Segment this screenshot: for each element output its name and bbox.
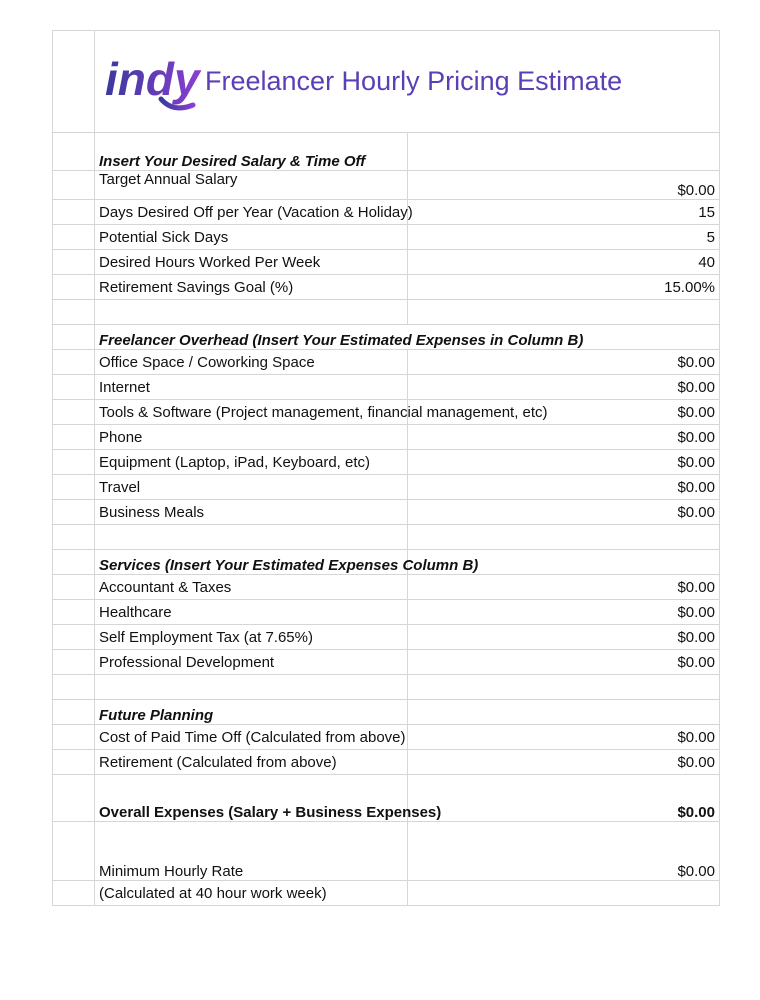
section-heading-future[interactable]: Future Planning: [95, 700, 408, 725]
row-label[interactable]: Tools & Software (Project management, financial management, etc): [95, 400, 408, 425]
row-value[interactable]: $0.00: [407, 725, 720, 750]
row-label[interactable]: Professional Development: [95, 650, 408, 675]
row-label[interactable]: Equipment (Laptop, iPad, Keyboard, etc): [95, 450, 408, 475]
spreadsheet: [52, 30, 720, 906]
section-heading-services[interactable]: Services (Insert Your Estimated Expenses Column B): [95, 550, 408, 575]
row-label[interactable]: Phone: [95, 425, 408, 450]
days-off-value[interactable]: 15: [407, 200, 720, 225]
hours-per-week-value[interactable]: 40: [407, 250, 720, 275]
row-value[interactable]: $0.00: [407, 500, 720, 525]
row-label[interactable]: Office Space / Coworking Space: [95, 350, 408, 375]
svg-text:indy: indy: [105, 52, 200, 105]
row-label[interactable]: Retirement Savings Goal (%): [95, 275, 408, 300]
row-value[interactable]: $0.00: [407, 625, 720, 650]
overall-expenses-label[interactable]: Overall Expenses (Salary + Business Expenses): [95, 775, 408, 822]
row-label[interactable]: Days Desired Off per Year (Vacation & Holiday): [95, 200, 408, 225]
header-cell[interactable]: [95, 31, 720, 133]
row-value[interactable]: $0.00: [407, 350, 720, 375]
row-label[interactable]: Potential Sick Days: [95, 225, 408, 250]
page-title: Freelancer Hourly Pricing Estimate: [205, 66, 623, 96]
row-label[interactable]: Business Meals: [95, 500, 408, 525]
retirement-goal-value[interactable]: 15.00%: [407, 275, 720, 300]
row-value[interactable]: $0.00: [407, 425, 720, 450]
row-label[interactable]: Travel: [95, 475, 408, 500]
row-value[interactable]: $0.00: [407, 650, 720, 675]
row-value[interactable]: $0.00: [407, 400, 720, 425]
row-value[interactable]: $0.00: [407, 475, 720, 500]
row-label[interactable]: Healthcare: [95, 600, 408, 625]
min-hourly-rate-value[interactable]: $0.00: [407, 822, 720, 881]
section-heading-overhead[interactable]: Freelancer Overhead (Insert Your Estimated Expenses in Column B): [95, 325, 720, 350]
rate-note[interactable]: (Calculated at 40 hour work week): [95, 881, 408, 906]
row-label[interactable]: Internet: [95, 375, 408, 400]
row-label[interactable]: Accountant & Taxes: [95, 575, 408, 600]
row-value[interactable]: $0.00: [407, 450, 720, 475]
row-label[interactable]: Self Employment Tax (at 7.65%): [95, 625, 408, 650]
indy-logo: [103, 49, 199, 115]
row-label[interactable]: Target Annual Salary: [95, 171, 408, 200]
row-label[interactable]: Cost of Paid Time Off (Calculated from above): [95, 725, 408, 750]
row-value[interactable]: $0.00: [407, 375, 720, 400]
row-value[interactable]: $0.00: [407, 750, 720, 775]
row-value[interactable]: $0.00: [407, 600, 720, 625]
section-heading-salary[interactable]: Insert Your Desired Salary & Time Off: [95, 133, 408, 171]
row-label[interactable]: Retirement (Calculated from above): [95, 750, 408, 775]
row-label[interactable]: Desired Hours Worked Per Week: [95, 250, 408, 275]
min-hourly-rate-label[interactable]: Minimum Hourly Rate: [95, 822, 408, 881]
row-value[interactable]: $0.00: [407, 575, 720, 600]
sick-days-value[interactable]: 5: [407, 225, 720, 250]
target-salary-value[interactable]: $0.00: [407, 171, 720, 200]
overall-expenses-value[interactable]: $0.00: [407, 775, 720, 822]
